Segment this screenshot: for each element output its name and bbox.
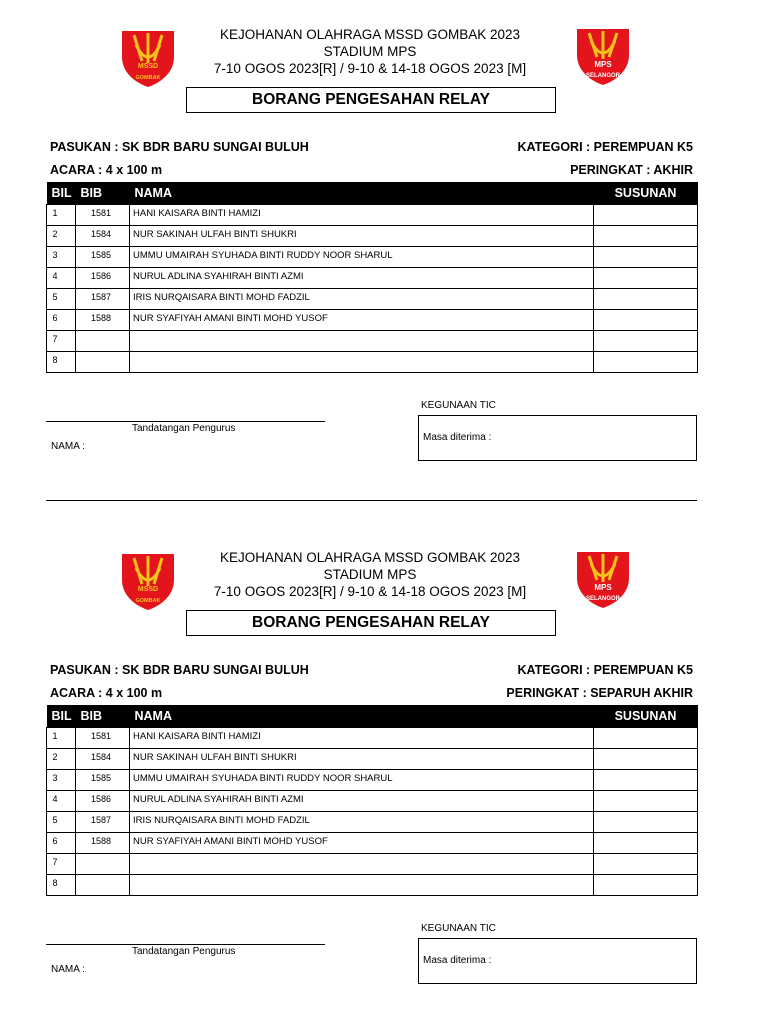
event-venue: STADIUM MPS <box>323 567 417 582</box>
row-bil: 2 <box>47 226 76 247</box>
mssd-gombak-logo-icon <box>120 27 176 89</box>
row-nama: NURUL ADLINA SYAHIRAH BINTI AZMI <box>130 791 594 812</box>
mssd-gombak-logo-icon <box>120 550 176 612</box>
table-row <box>47 268 698 289</box>
table-row <box>47 226 698 247</box>
signature-label: Tandatangan Pengurus <box>132 946 236 957</box>
row-nama <box>130 875 594 896</box>
row-bil: 7 <box>47 854 76 875</box>
tic-label: KEGUNAAN TIC <box>421 923 496 934</box>
col-bil: BIL <box>47 705 76 728</box>
row-bil: 1 <box>47 205 76 226</box>
row-bil: 4 <box>47 268 76 289</box>
col-susunan: SUSUNAN <box>594 182 698 205</box>
table-row <box>47 854 698 875</box>
row-susunan <box>594 770 698 791</box>
row-susunan <box>594 268 698 289</box>
table-row <box>47 352 698 373</box>
row-bib: 1584 <box>76 226 130 247</box>
form-divider <box>46 500 697 501</box>
row-bib: 1588 <box>76 310 130 331</box>
relay-table <box>46 705 698 896</box>
row-nama: IRIS NURQAISARA BINTI MOHD FADZIL <box>130 289 594 310</box>
row-bib <box>76 875 130 896</box>
event-title: KEJOHANAN OLAHRAGA MSSD GOMBAK 2023 <box>219 550 521 565</box>
row-bib: 1585 <box>76 247 130 268</box>
row-bil: 5 <box>47 289 76 310</box>
event-dates: 7-10 OGOS 2023[R] / 9-10 & 14-18 OGOS 2023 [M] <box>213 584 527 599</box>
row-nama: NUR SYAFIYAH AMANI BINTI MOHD YUSOF <box>130 310 594 331</box>
table-row <box>47 310 698 331</box>
row-susunan <box>594 352 698 373</box>
event-title: KEJOHANAN OLAHRAGA MSSD GOMBAK 2023 <box>219 27 521 42</box>
relay-form <box>0 523 768 1023</box>
table-row <box>47 331 698 352</box>
table-header-row <box>47 705 698 728</box>
row-bib: 1584 <box>76 749 130 770</box>
row-susunan <box>594 854 698 875</box>
row-bib: 1586 <box>76 791 130 812</box>
row-nama <box>130 352 594 373</box>
category-label: KATEGORI : PEREMPUAN K5 <box>517 663 693 677</box>
logo-text-top: MPS <box>594 583 612 592</box>
table-row <box>47 289 698 310</box>
table-row <box>47 247 698 268</box>
table-row <box>47 749 698 770</box>
row-bil: 5 <box>47 812 76 833</box>
row-nama: IRIS NURQAISARA BINTI MOHD FADZIL <box>130 812 594 833</box>
form-title: BORANG PENGESAHAN RELAY <box>186 610 556 636</box>
row-susunan <box>594 289 698 310</box>
row-bib: 1581 <box>76 205 130 226</box>
col-nama: NAMA <box>130 705 594 728</box>
col-bib: BIB <box>76 705 130 728</box>
row-bil: 6 <box>47 310 76 331</box>
row-bil: 8 <box>47 352 76 373</box>
time-received-label: Masa diterima : <box>423 955 492 966</box>
form-title: BORANG PENGESAHAN RELAY <box>186 87 556 113</box>
manager-name-label: NAMA : <box>51 441 85 452</box>
event-venue: STADIUM MPS <box>323 44 417 59</box>
relay-table <box>46 182 698 373</box>
row-susunan <box>594 205 698 226</box>
table-header-row <box>47 182 698 205</box>
row-nama: UMMU UMAIRAH SYUHADA BINTI RUDDY NOOR SHARUL <box>130 247 594 268</box>
col-bil: BIL <box>47 182 76 205</box>
logo-text-bottom: SELANGOR <box>585 596 621 602</box>
table-row <box>47 205 698 226</box>
event-label: ACARA : 4 x 100 m <box>50 163 163 177</box>
row-bib: 1585 <box>76 770 130 791</box>
col-susunan: SUSUNAN <box>594 705 698 728</box>
row-nama: NUR SAKINAH ULFAH BINTI SHUKRI <box>130 226 594 247</box>
row-bib: 1587 <box>76 812 130 833</box>
row-susunan <box>594 226 698 247</box>
row-bib: 1581 <box>76 728 130 749</box>
row-bil: 3 <box>47 247 76 268</box>
row-nama: NUR SAKINAH ULFAH BINTI SHUKRI <box>130 749 594 770</box>
row-bil: 3 <box>47 770 76 791</box>
row-bil: 4 <box>47 791 76 812</box>
row-susunan <box>594 791 698 812</box>
row-nama: NUR SYAFIYAH AMANI BINTI MOHD YUSOF <box>130 833 594 854</box>
row-bib <box>76 331 130 352</box>
row-bil: 7 <box>47 331 76 352</box>
table-row <box>47 875 698 896</box>
col-nama: NAMA <box>130 182 594 205</box>
row-susunan <box>594 247 698 268</box>
row-bil: 8 <box>47 875 76 896</box>
table-row <box>47 833 698 854</box>
logo-text-bottom: GOMBAK <box>135 75 161 81</box>
relay-form <box>0 0 768 500</box>
category-label: KATEGORI : PEREMPUAN K5 <box>517 140 693 154</box>
row-bib <box>76 352 130 373</box>
time-received-label: Masa diterima : <box>423 432 492 443</box>
logo-text-top: MPS <box>594 60 612 69</box>
tic-box <box>418 415 697 461</box>
round-label: PERINGKAT : SEPARUH AKHIR <box>506 686 693 700</box>
row-bib <box>76 854 130 875</box>
tic-label: KEGUNAAN TIC <box>421 400 496 411</box>
row-susunan <box>594 310 698 331</box>
signature-line <box>46 944 325 945</box>
row-susunan <box>594 812 698 833</box>
logo-text-bottom: SELANGOR <box>585 73 621 79</box>
row-nama: HANI KAISARA BINTI HAMIZI <box>130 205 594 226</box>
table-row <box>47 812 698 833</box>
col-bib: BIB <box>76 182 130 205</box>
signature-line <box>46 421 325 422</box>
row-bib: 1587 <box>76 289 130 310</box>
table-row <box>47 770 698 791</box>
row-nama: UMMU UMAIRAH SYUHADA BINTI RUDDY NOOR SHARUL <box>130 770 594 791</box>
table-row <box>47 728 698 749</box>
row-nama: HANI KAISARA BINTI HAMIZI <box>130 728 594 749</box>
table-row <box>47 791 698 812</box>
row-susunan <box>594 833 698 854</box>
tic-box <box>418 938 697 984</box>
row-nama: NURUL ADLINA SYAHIRAH BINTI AZMI <box>130 268 594 289</box>
row-bib: 1588 <box>76 833 130 854</box>
event-label: ACARA : 4 x 100 m <box>50 686 163 700</box>
row-bil: 6 <box>47 833 76 854</box>
team-label: PASUKAN : SK BDR BARU SUNGAI BULUH <box>50 663 309 677</box>
row-susunan <box>594 749 698 770</box>
row-susunan <box>594 875 698 896</box>
event-dates: 7-10 OGOS 2023[R] / 9-10 & 14-18 OGOS 2023 [M] <box>213 61 527 76</box>
mps-selangor-logo-icon <box>575 548 631 610</box>
manager-name-label: NAMA : <box>51 964 85 975</box>
mps-selangor-logo-icon <box>575 25 631 87</box>
row-susunan <box>594 331 698 352</box>
signature-label: Tandatangan Pengurus <box>132 423 236 434</box>
row-bib: 1586 <box>76 268 130 289</box>
round-label: PERINGKAT : AKHIR <box>570 163 693 177</box>
logo-text-top: MSSD <box>137 63 159 70</box>
row-bil: 2 <box>47 749 76 770</box>
row-bil: 1 <box>47 728 76 749</box>
row-susunan <box>594 728 698 749</box>
row-nama <box>130 331 594 352</box>
logo-text-top: MSSD <box>137 586 159 593</box>
logo-text-bottom: GOMBAK <box>135 598 161 604</box>
row-nama <box>130 854 594 875</box>
team-label: PASUKAN : SK BDR BARU SUNGAI BULUH <box>50 140 309 154</box>
